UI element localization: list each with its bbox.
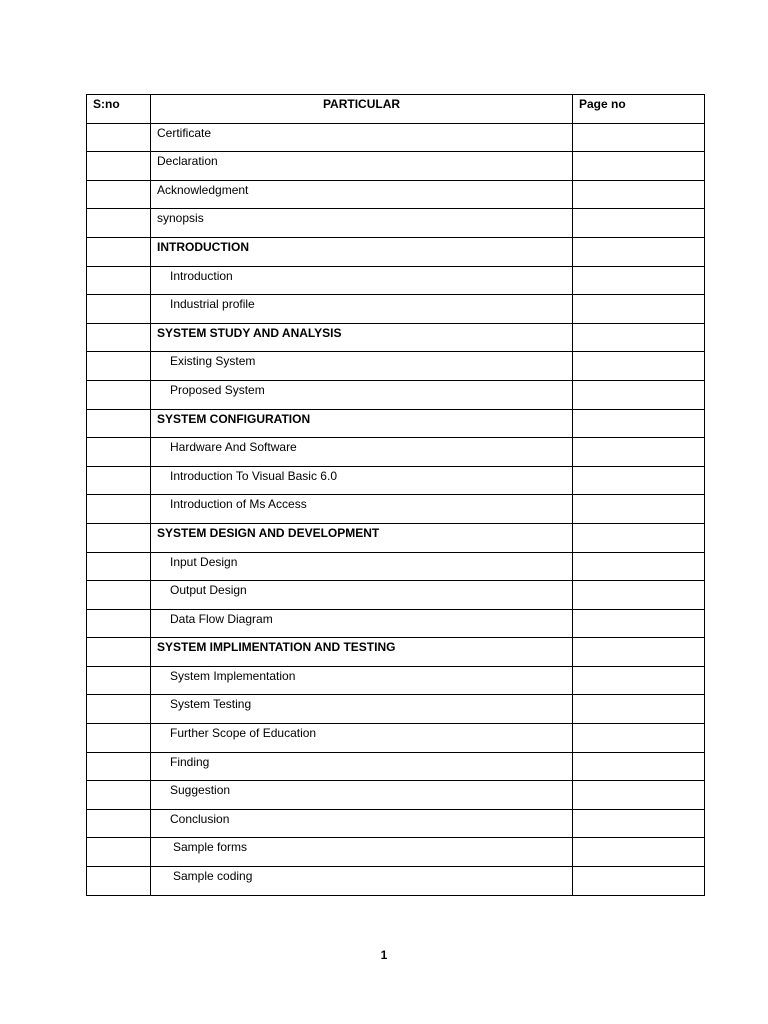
- cell-particular: [151, 438, 573, 467]
- table-row: [87, 466, 705, 495]
- page-no-text: [573, 553, 704, 555]
- page-no-text: [573, 295, 704, 297]
- sno-text: [87, 524, 150, 526]
- particular-text: System Testing: [170, 697, 252, 712]
- cell-page-no: [573, 781, 705, 810]
- page-no-text: [573, 410, 704, 412]
- cell-page-no: [573, 438, 705, 467]
- table-row: [87, 409, 705, 438]
- cell-page-no: [573, 152, 705, 181]
- sno-text: [87, 438, 150, 440]
- page-no-text: [573, 867, 704, 869]
- cell-page-no: [573, 352, 705, 381]
- cell-page-no: [573, 323, 705, 352]
- table-row: [87, 266, 705, 295]
- page-no-text: [573, 181, 704, 183]
- contents-table: [86, 94, 705, 896]
- page-no-text: [573, 238, 704, 240]
- cell-particular: [151, 609, 573, 638]
- cell-sno: [87, 438, 151, 467]
- sno-text: [87, 238, 150, 240]
- particular-text: Output Design: [170, 583, 247, 598]
- cell-page-no: [573, 666, 705, 695]
- sno-text: [87, 495, 150, 497]
- sno-text: [87, 610, 150, 612]
- cell-particular: [151, 209, 573, 238]
- table-row: [87, 867, 705, 896]
- particular-text: Introduction: [170, 268, 233, 283]
- sno-text: [87, 581, 150, 583]
- cell-sno: [87, 466, 151, 495]
- page-no-text: [573, 352, 704, 354]
- cell-sno: [87, 609, 151, 638]
- table-row: [87, 809, 705, 838]
- page-no-text: [573, 838, 704, 840]
- cell-particular: [151, 123, 573, 152]
- cell-sno: [87, 752, 151, 781]
- particular-text: Input Design: [170, 554, 238, 569]
- cell-sno: [87, 638, 151, 667]
- cell-sno: [87, 809, 151, 838]
- table-row: [87, 295, 705, 324]
- sno-text: [87, 753, 150, 755]
- particular-text: Acknowledgment: [157, 182, 249, 197]
- particular-text: Sample coding: [173, 869, 253, 884]
- cell-sno: [87, 237, 151, 266]
- particular-text: Further Scope of Education: [170, 726, 317, 741]
- table-row: [87, 495, 705, 524]
- cell-particular: [151, 752, 573, 781]
- cell-sno: [87, 581, 151, 610]
- sno-text: [87, 838, 150, 840]
- cell-page-no: [573, 380, 705, 409]
- cell-page-no: [573, 123, 705, 152]
- cell-particular: [151, 180, 573, 209]
- cell-page-no: [573, 495, 705, 524]
- page-no-text: [573, 324, 704, 326]
- sno-text: [87, 152, 150, 154]
- table-row: [87, 581, 705, 610]
- particular-text: Declaration: [157, 154, 218, 169]
- particular-text: Finding: [170, 754, 210, 769]
- table-body: [87, 123, 705, 895]
- particular-text: Suggestion: [170, 783, 231, 798]
- table-row: [87, 180, 705, 209]
- sno-text: [87, 209, 150, 211]
- cell-page-no: [573, 523, 705, 552]
- page-no-text: [573, 610, 704, 612]
- table-row: [87, 724, 705, 753]
- cell-sno: [87, 781, 151, 810]
- cell-sno: [87, 867, 151, 896]
- table-row: [87, 209, 705, 238]
- page-no-text: [573, 581, 704, 583]
- sno-text: [87, 867, 150, 869]
- sno-text: [87, 467, 150, 469]
- page-no-text: [573, 638, 704, 640]
- cell-page-no: [573, 838, 705, 867]
- table-row: [87, 380, 705, 409]
- cell-page-no: [573, 237, 705, 266]
- page-no-text: [573, 753, 704, 755]
- cell-sno: [87, 724, 151, 753]
- page-no-text: [573, 152, 704, 154]
- cell-particular: [151, 495, 573, 524]
- cell-sno: [87, 323, 151, 352]
- page-no-text: [573, 209, 704, 211]
- page-no-text: [573, 667, 704, 669]
- cell-page-no: [573, 295, 705, 324]
- table-row: [87, 123, 705, 152]
- sno-text: [87, 124, 150, 126]
- sno-text: [87, 724, 150, 726]
- cell-page-no: [573, 752, 705, 781]
- sno-text: [87, 695, 150, 697]
- sno-text: [87, 781, 150, 783]
- particular-text: INTRODUCTION: [157, 239, 249, 254]
- particular-text: SYSTEM STUDY AND ANALYSIS: [157, 325, 342, 340]
- cell-sno: [87, 666, 151, 695]
- sno-text: [87, 381, 150, 383]
- table-row: [87, 638, 705, 667]
- table-row: [87, 152, 705, 181]
- cell-sno: [87, 123, 151, 152]
- page-no-text: [573, 695, 704, 697]
- sno-text: [87, 638, 150, 640]
- cell-particular: [151, 380, 573, 409]
- cell-sno: [87, 152, 151, 181]
- cell-sno: [87, 266, 151, 295]
- particular-text: Data Flow Diagram: [170, 611, 273, 626]
- page-no-text: [573, 467, 704, 469]
- sno-text: [87, 810, 150, 812]
- table-row: [87, 695, 705, 724]
- page-no-text: [573, 724, 704, 726]
- table-row: [87, 323, 705, 352]
- table-row: [87, 666, 705, 695]
- table-header-row: [87, 95, 705, 124]
- cell-sno: [87, 352, 151, 381]
- cell-page-no: [573, 581, 705, 610]
- cell-sno: [87, 209, 151, 238]
- cell-particular: [151, 237, 573, 266]
- cell-particular: [151, 295, 573, 324]
- particular-text: Hardware And Software: [170, 440, 297, 455]
- cell-sno: [87, 295, 151, 324]
- cell-particular: [151, 323, 573, 352]
- page-no-text: [573, 524, 704, 526]
- particular-text: Conclusion: [170, 811, 230, 826]
- sno-text: [87, 324, 150, 326]
- page-no-text: [573, 781, 704, 783]
- cell-particular: [151, 809, 573, 838]
- sno-text: [87, 352, 150, 354]
- cell-sno: [87, 495, 151, 524]
- page-no-text: [573, 267, 704, 269]
- cell-particular: [151, 638, 573, 667]
- cell-sno: [87, 838, 151, 867]
- cell-particular: [151, 781, 573, 810]
- page-number: 1: [380, 948, 388, 962]
- particular-text: Sample forms: [173, 840, 248, 855]
- table-row: [87, 352, 705, 381]
- cell-particular: [151, 581, 573, 610]
- cell-page-no: [573, 180, 705, 209]
- cell-sno: [87, 552, 151, 581]
- cell-particular: [151, 409, 573, 438]
- cell-page-no: [573, 724, 705, 753]
- table-row: [87, 752, 705, 781]
- header-particular: PARTICULAR: [151, 95, 573, 124]
- cell-page-no: [573, 266, 705, 295]
- cell-page-no: [573, 638, 705, 667]
- sno-text: [87, 181, 150, 183]
- particular-text: System Implementation: [170, 668, 296, 683]
- particular-text: Existing System: [170, 354, 256, 369]
- cell-particular: [151, 266, 573, 295]
- particular-text: synopsis: [157, 211, 204, 226]
- cell-particular: [151, 838, 573, 867]
- page-no-text: [573, 495, 704, 497]
- page-no-text: [573, 124, 704, 126]
- table-row: [87, 552, 705, 581]
- cell-sno: [87, 695, 151, 724]
- page-no-text: [573, 438, 704, 440]
- cell-sno: [87, 180, 151, 209]
- page-no-text: [573, 810, 704, 812]
- sno-text: [87, 410, 150, 412]
- sno-text: [87, 553, 150, 555]
- sno-text: [87, 667, 150, 669]
- particular-text: SYSTEM DESIGN AND DEVELOPMENT: [157, 525, 380, 540]
- header-sno: S:no: [87, 95, 151, 124]
- cell-page-no: [573, 867, 705, 896]
- cell-page-no: [573, 695, 705, 724]
- cell-page-no: [573, 809, 705, 838]
- table-row: [87, 438, 705, 467]
- cell-sno: [87, 523, 151, 552]
- particular-text: Introduction of Ms Access: [170, 497, 307, 512]
- cell-page-no: [573, 466, 705, 495]
- sno-text: [87, 295, 150, 297]
- table-row: [87, 237, 705, 266]
- cell-particular: [151, 352, 573, 381]
- cell-particular: [151, 666, 573, 695]
- cell-page-no: [573, 609, 705, 638]
- particular-text: SYSTEM CONFIGURATION: [157, 411, 311, 426]
- table-row: [87, 523, 705, 552]
- cell-particular: [151, 523, 573, 552]
- header-page-no: Page no: [573, 95, 705, 124]
- cell-particular: [151, 466, 573, 495]
- cell-particular: [151, 552, 573, 581]
- sno-text: [87, 267, 150, 269]
- table-row: [87, 609, 705, 638]
- cell-particular: [151, 724, 573, 753]
- table-row: [87, 781, 705, 810]
- cell-particular: [151, 695, 573, 724]
- particular-text: Introduction To Visual Basic 6.0: [170, 468, 337, 483]
- cell-page-no: [573, 552, 705, 581]
- cell-sno: [87, 380, 151, 409]
- particular-text: Proposed System: [170, 382, 265, 397]
- particular-text: Industrial profile: [170, 297, 255, 312]
- cell-page-no: [573, 209, 705, 238]
- cell-page-no: [573, 409, 705, 438]
- particular-text: SYSTEM IMPLIMENTATION AND TESTING: [157, 640, 396, 655]
- cell-particular: [151, 152, 573, 181]
- particular-text: Certificate: [157, 125, 212, 140]
- page-no-text: [573, 381, 704, 383]
- cell-sno: [87, 409, 151, 438]
- cell-particular: [151, 867, 573, 896]
- table-row: [87, 838, 705, 867]
